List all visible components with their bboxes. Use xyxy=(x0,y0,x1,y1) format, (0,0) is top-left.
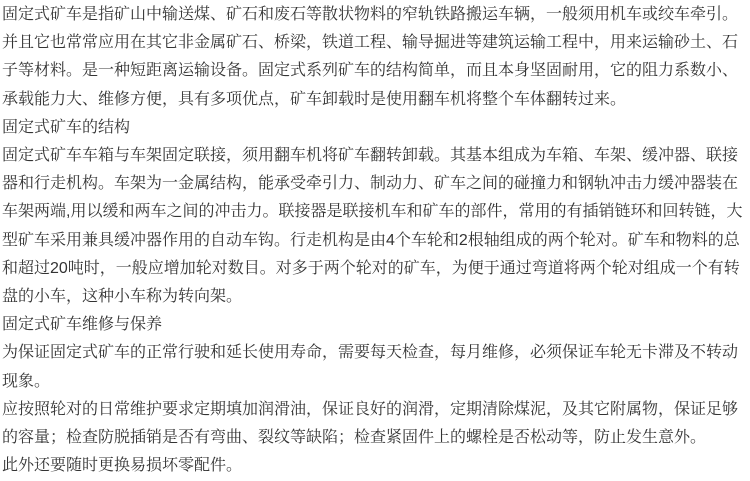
intro-paragraph: 固定式矿车是指矿山中输送煤、矿石和废石等散状物料的窄轨铁路搬运车辆，一般须用机车或绞车牵引。并且它也常常应用在其它非金属矿石、桥梁，铁道工程、输导掘进等建筑运输工程中，用来运输砂土、石子等材料。是一种短距离运输设备。固定式系列矿车的结构简单，而且本身坚固耐用，它的阻力系数小、承载能力大、维修方便，具有多项优点，矿车卸载时是使用翻车机将整个车体翻转过来。 xyxy=(2,6,739,108)
structure-heading: 固定式矿车的结构 xyxy=(2,118,131,136)
maintenance-heading: 固定式矿车维修与保养 xyxy=(2,316,163,334)
spare-parts-paragraph: 此外还要随时更换易损坏零配件。 xyxy=(2,457,243,475)
structure-paragraph: 固定式矿车车箱与车架固定联接，须用翻车机将矿车翻转卸载。其基本组成为车箱、车架、缓冲器、联接器和行走机构。车架为一金属结构，能承受牵引力、制动力、矿车之间的碰撞力和钢轨冲击力缓冲器装在车架两端,用以缓和两车之间的冲击力。联接器是联接机车和矿车的部件，常用的有插销链环和回转链，大型矿车采用兼具缓冲器作用的自动车钩。行走机构是由4个车轮和2根轴组成的两个轮对。矿车和物料的总和超过20吨时，一般应增加轮对数目。对多于两个轮对的矿车，为便于通过弯道将两个轮对组成一个有转盘的小车，这种小车称为转向架。 xyxy=(2,147,743,306)
maintenance-check-paragraph: 为保证固定式矿车的正常行驶和延长使用寿命，需要每天检查，每月维修，必须保证车轮无卡滞及不转动现象。 xyxy=(2,344,739,390)
daily-care-paragraph: 应按照轮对的日常维护要求定期填加润滑油，保证良好的润滑，定期清除煤泥，及其它附属物，保证足够的容量；检查防脱插销是否有弯曲、裂纹等缺陷；检查紧固件上的螺栓是否松动等，防止发生意外。 xyxy=(2,400,739,447)
